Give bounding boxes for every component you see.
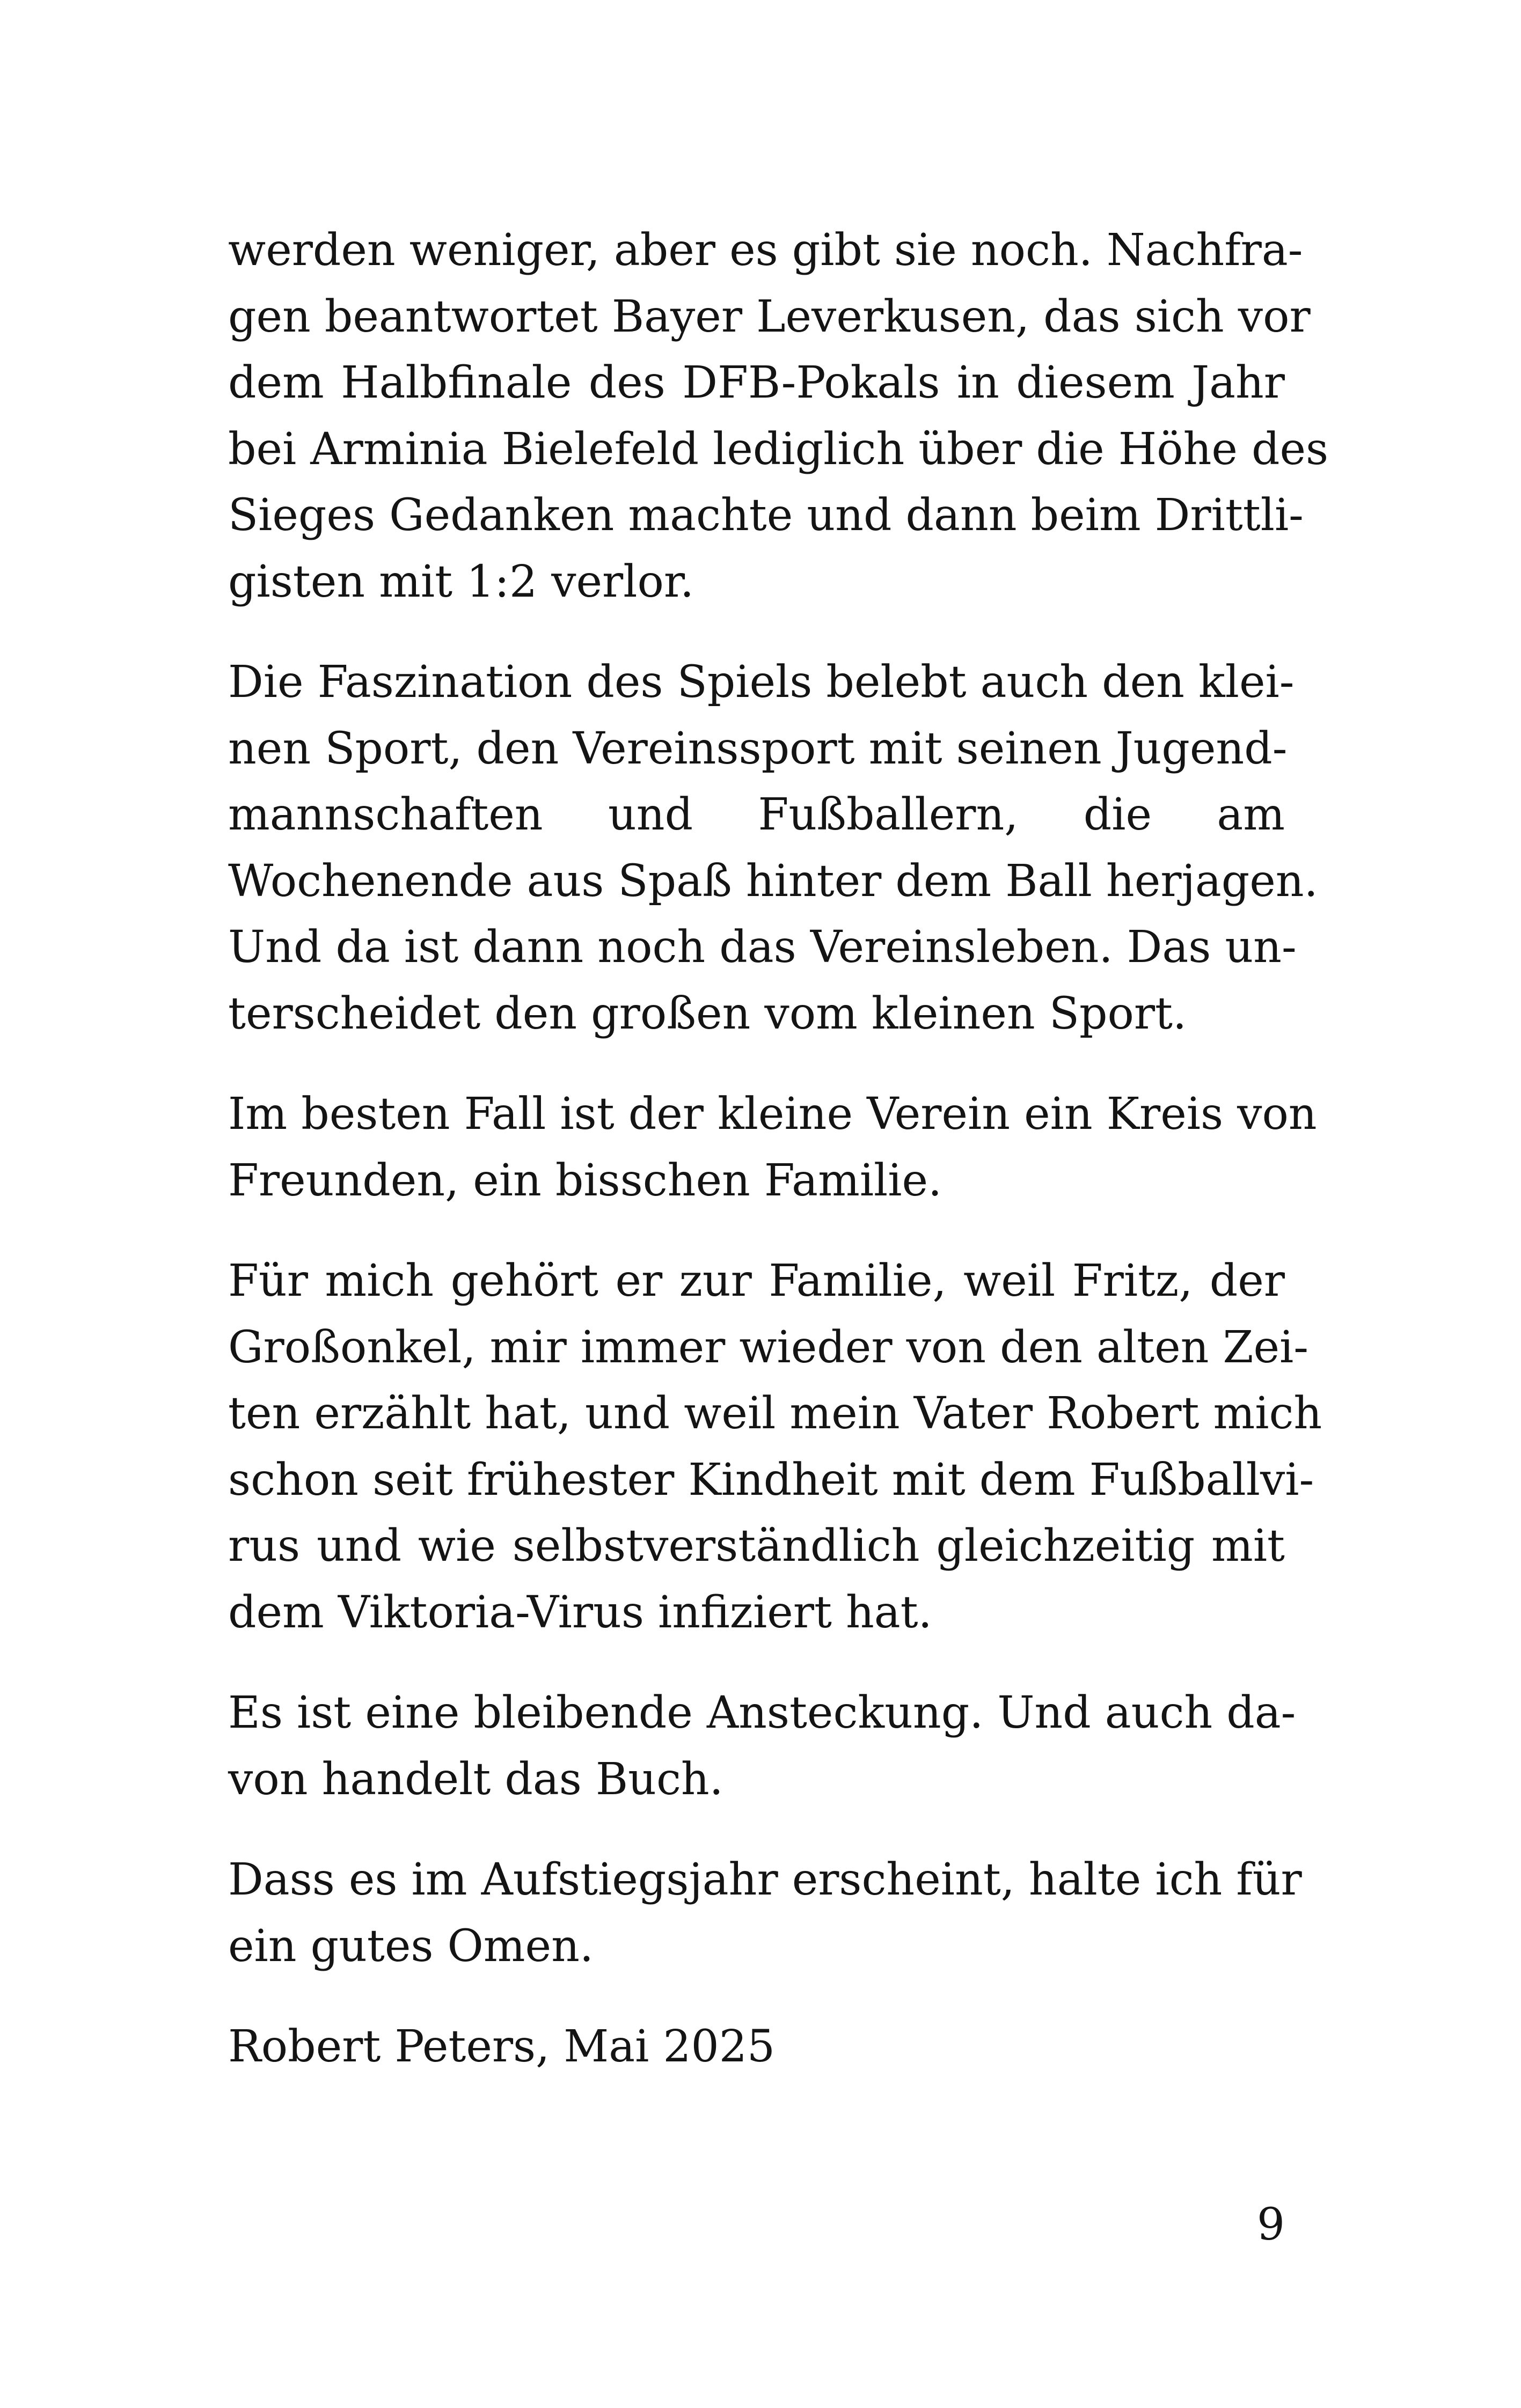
text-line: dem Halbfinale des DFB-Pokals in diesem Jahr: [228, 357, 1285, 408]
text-line: nen Sport, den Vereinssport mit seinen Jugend-: [228, 723, 1288, 774]
paragraph: [228, 1248, 1322, 1646]
text-line: Freunden, ein bisschen Familie.: [228, 1155, 942, 1206]
paragraph: [228, 217, 1329, 615]
text-line: Dass es im Aufstiegsjahr erscheint, halte ich für: [228, 1854, 1302, 1905]
text-line: Die Faszination des Spiels belebt auch den klei-: [228, 657, 1295, 708]
paragraph: [228, 1081, 1317, 1214]
text-line: Und da ist dann noch das Vereinsleben. Das un-: [228, 922, 1297, 973]
text-line: von handelt das Buch.: [228, 1753, 723, 1805]
text-line: rus und wie selbstverständlich gleichzeitig mit: [228, 1521, 1285, 1572]
text-line: gen beantwortet Bayer Leverkusen, das sich vor: [228, 291, 1311, 342]
text-line: Großonkel, mir immer wieder von den alten Zei-: [228, 1322, 1308, 1373]
text-line: ein gutes Omen.: [228, 1920, 594, 1972]
text-line: mannschaften und Fußballern, die am: [228, 789, 1285, 840]
author-signature: [228, 2014, 1285, 2080]
text-line: gisten mit 1:2 verlor.: [228, 556, 694, 607]
text-line: werden weniger, aber es gibt sie noch. Nachfra-: [228, 225, 1303, 276]
signature-line: Robert Peters, Mai 2025: [228, 2021, 776, 2072]
text-line: Sieges Gedanken machte und dann beim Drittli-: [228, 490, 1304, 541]
text-line: Wochenende aus Spaß hinter dem Ball herjagen.: [228, 855, 1318, 907]
text-line: dem Viktoria-Virus infiziert hat.: [228, 1587, 932, 1638]
text-line: Im besten Fall ist der kleine Verein ein Kreis von: [228, 1089, 1317, 1140]
paragraph: [228, 649, 1318, 1047]
text-line: bei Arminia Bielefeld lediglich über die Höhe des: [228, 423, 1329, 475]
body-text: [228, 217, 1329, 2115]
paragraph: [228, 1680, 1296, 1812]
text-line: ten erzählt hat, und weil mein Vater Robert mich: [228, 1388, 1322, 1439]
text-line: Es ist eine bleibende Ansteckung. Und auch da-: [228, 1687, 1296, 1738]
paragraph: [228, 1847, 1302, 1979]
text-line: terscheidet den großen vom kleinen Sport.: [228, 988, 1187, 1039]
text-line: Für mich gehört er zur Familie, weil Fritz, der: [228, 1256, 1285, 1306]
text-line: schon seit frühester Kindheit mit dem Fußballvi-: [228, 1454, 1314, 1506]
page-number: 9: [1256, 2199, 1285, 2250]
